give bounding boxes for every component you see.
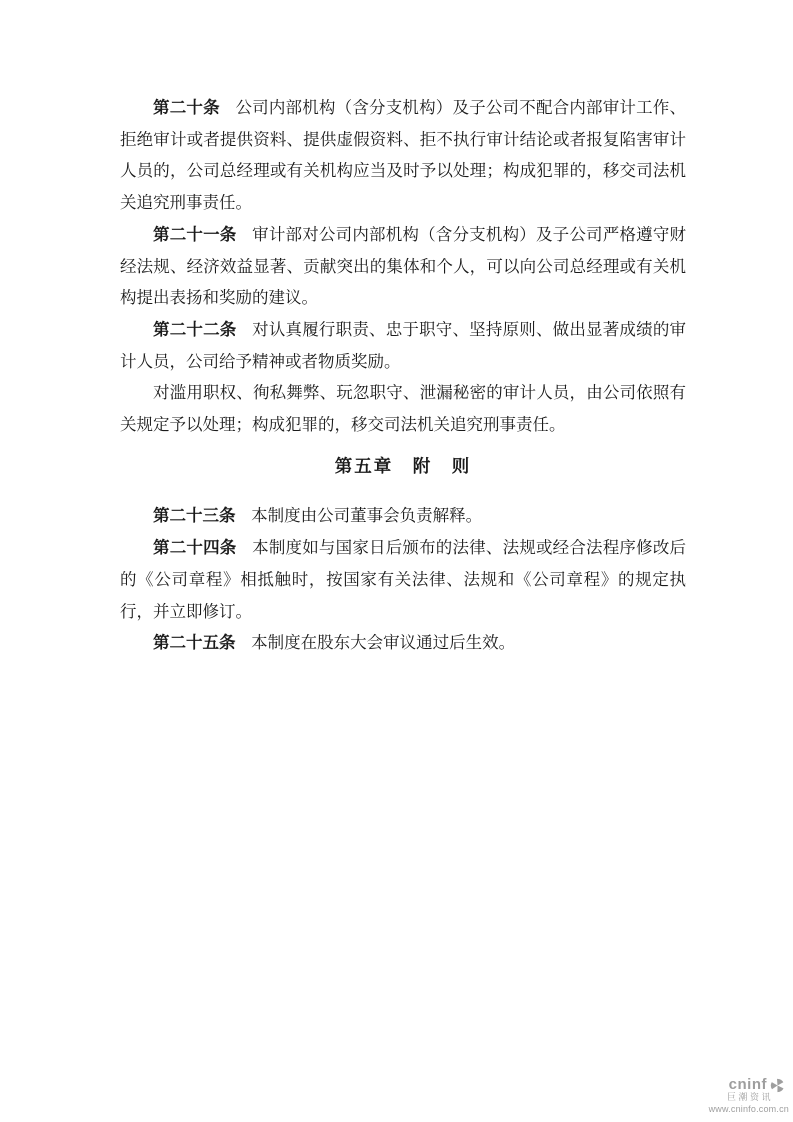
article-paragraph (120, 92, 686, 219)
article-text: 对认真履行职责、忠于职守、坚持原则、做出显著成绩的审计人员，公司给予精神或者物质奖励。 (120, 319, 687, 371)
article-text: 本制度由公司董事会负责解释。 (251, 506, 483, 526)
articles-before-heading (120, 92, 686, 441)
article-text: 审计部对公司内部机构（含分支机构）及子公司严格遵守财经法规、经济效益显著、贡献突出的集体和个人，可以向公司总经理或有关机构提出表扬和奖励的建议。 (120, 224, 687, 308)
article-paragraph (120, 532, 686, 627)
article-paragraph (120, 314, 686, 377)
cninfo-logo-url: www.cninfo.com.cn (708, 1104, 789, 1115)
article-number: 第二十条 (153, 98, 220, 117)
article-paragraph (120, 219, 686, 314)
article-text: 本制度在股东大会审议通过后生效。 (251, 633, 516, 653)
article-text: 对滥用职权、徇私舞弊、玩忽职守、泄漏秘密的审计人员，由公司依照有关规定予以处理；构成犯罪的，移交司法机关追究刑事责任。 (120, 383, 686, 435)
article-paragraph (120, 627, 686, 659)
cninfo-logo-text: cninf (728, 1076, 767, 1094)
article-paragraph (120, 500, 686, 532)
article-text: 公司内部机构（含分支机构）及子公司不配合内部审计工作、拒绝审计或者提供资料、提供虚假资料、拒不执行审计结论或者报复陷害审计人员的，公司总经理或有关机构应当及时予以处理；构成犯罪的，移交司法机关追究刑事责任。 (120, 98, 687, 213)
article-number: 第二十四条 (153, 538, 237, 558)
article-number: 第二十三条 (153, 506, 236, 526)
article-text: 本制度如与国家日后颁布的法律、法规或经合法程序修改后的《公司章程》相抵触时，按国家有关法律、法规和《公司章程》的规定执行，并立即修订。 (120, 538, 687, 621)
chapter-heading: 第五章 附 则 (334, 455, 472, 476)
article-number: 第二十一条 (153, 224, 237, 244)
cninfo-logo-subtitle: 巨潮资讯 (726, 1092, 773, 1103)
article-number: 第二十二条 (153, 319, 237, 339)
articles-after-heading (120, 500, 686, 659)
article-number: 第二十五条 (153, 633, 236, 653)
cninfo-watermark (706, 1077, 790, 1115)
body-paragraph (120, 377, 686, 440)
document-content (120, 92, 686, 659)
